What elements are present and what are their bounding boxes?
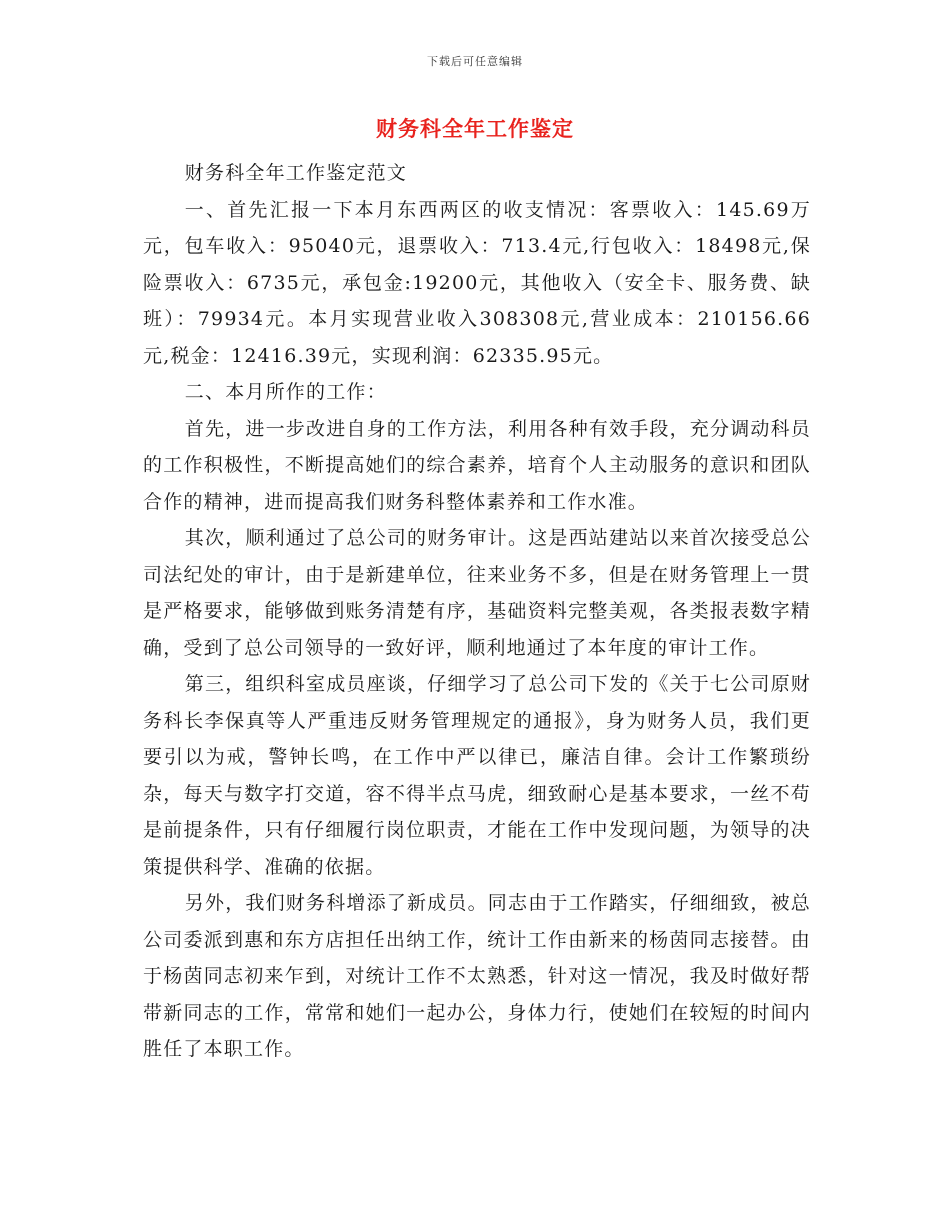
document-body [143,155,811,1068]
paragraph-subtitle: 财务科全年工作鉴定范文 [184,162,407,184]
document-title: 财务科全年工作鉴定 [376,117,574,141]
paragraph-additionally: 另外，我们财务科增添了新成员。同志由于工作踏实，仔细细致，被总公司委派到惠和东方店担任出纳工作，统计工作由新来的杨茵同志接替。由于杨茵同志初来乍到，对统计工作不太熟悉，针对这一情况，我及时做好帮带新同志的工作，常常和她们一起办公，身体力行，使她们在较短的时间内胜任了本职工作。 [143,892,811,1060]
paragraph-first: 首先，进一步改进自身的工作方法，利用各种有效手段，充分调动科员的工作积极性，不断提高她们的综合素养，培育个人主动服务的意识和团队合作的精神，进而提高我们财务科整体素养和工作水准。 [143,417,811,513]
paragraph-income-summary: 一、首先汇报一下本月东西两区的收支情况：客票收入：145.69万元，包车收入：95040元，退票收入：713.4元,行包收入：18498元,保险票收入：6735元，承包金:19200元，其他收入（安全卡、服务费、缺班）：79934元。本月实现营业收入308308元,营业成本：210156.66元,税金：12416.39元，实现利润：62335.95元。 [143,198,811,367]
paragraph-third: 第三，组织科室成员座谈，仔细学习了总公司下发的《关于七公司原财务科长李保真等人严重违反财务管理规定的通报》，身为财务人员，我们更要引以为戒，警钟长鸣，在工作中严以律已，廉洁自律。会计工作繁琐纷杂，每天与数字打交道，容不得半点马虎，细致耐心是基本要求，一丝不苟是前提条件，只有仔细履行岗位职责，才能在工作中发现问题，为领导的决策提供科学、准确的依据。 [143,673,811,878]
paragraph-second: 其次，顺利通过了总公司的财务审计。这是西站建站以来首次接受总公司法纪处的审计，由于是新建单位，往来业务不多，但是在财务管理上一贯是严格要求，能够做到账务清楚有序，基础资料完整美观，各类报表数字精确，受到了总公司领导的一致好评，顺利地通过了本年度的审计工作。 [143,527,811,659]
paragraph-work-heading: 二、本月所作的工作： [184,381,387,403]
page-header-note: 下载后可任意编辑 [427,55,523,68]
